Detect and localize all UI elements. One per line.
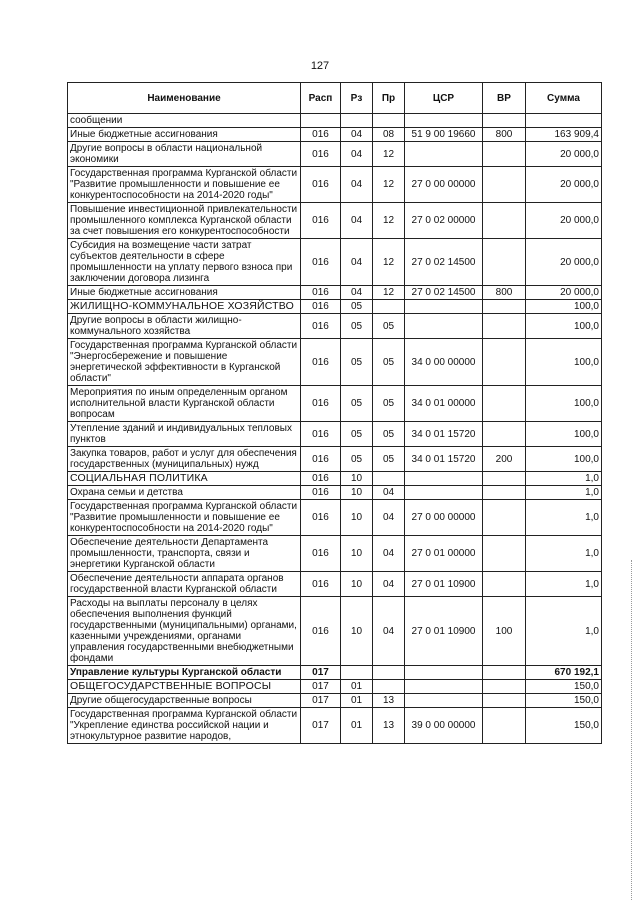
cell-vr	[483, 572, 526, 597]
cell-name: Государственная программа Курганской области "Укрепление единства российской нации и этнокультурное развитие народов,	[68, 708, 301, 744]
cell-vr	[483, 314, 526, 339]
cell-vr	[483, 694, 526, 708]
cell-sum: 1,0	[526, 486, 602, 500]
table-row	[68, 239, 602, 286]
header-vr: ВР	[483, 83, 526, 114]
cell-sum: 20 000,0	[526, 239, 602, 286]
cell-rasp: 017	[301, 666, 341, 680]
cell-name: Субсидия на возмещение части затрат субъектов деятельности в сфере промышленности на уплату первого взноса при заключении договора лизинга	[68, 239, 301, 286]
cell-rasp: 016	[301, 472, 341, 486]
cell-rasp: 016	[301, 286, 341, 300]
cell-rasp: 016	[301, 128, 341, 142]
cell-rz	[341, 114, 373, 128]
cell-pr: 12	[373, 203, 405, 239]
cell-sum: 1,0	[526, 500, 602, 536]
cell-name: Охрана семьи и детства	[68, 486, 301, 500]
cell-sum: 670 192,1	[526, 666, 602, 680]
cell-rz: 05	[341, 314, 373, 339]
cell-rasp: 017	[301, 680, 341, 694]
cell-rz: 01	[341, 680, 373, 694]
cell-name: Обеспечение деятельности аппарата органов государственной власти Курганской области	[68, 572, 301, 597]
cell-name: Иные бюджетные ассигнования	[68, 128, 301, 142]
cell-name: ЖИЛИЩНО-КОММУНАЛЬНОЕ ХОЗЯЙСТВО	[68, 300, 301, 314]
header-name: Наименование	[68, 83, 301, 114]
cell-csr: 34 0 01 15720	[405, 447, 483, 472]
cell-sum: 1,0	[526, 536, 602, 572]
cell-sum: 150,0	[526, 680, 602, 694]
cell-rz: 04	[341, 239, 373, 286]
cell-csr	[405, 694, 483, 708]
cell-vr	[483, 536, 526, 572]
cell-vr: 100	[483, 597, 526, 666]
cell-sum: 100,0	[526, 422, 602, 447]
cell-rz: 05	[341, 422, 373, 447]
cell-pr: 05	[373, 339, 405, 386]
table-row	[68, 447, 602, 472]
cell-vr	[483, 472, 526, 486]
cell-rasp: 016	[301, 386, 341, 422]
table-row	[68, 314, 602, 339]
cell-rasp: 016	[301, 447, 341, 472]
cell-rz: 01	[341, 694, 373, 708]
cell-rz: 04	[341, 142, 373, 167]
cell-vr	[483, 486, 526, 500]
cell-rasp: 016	[301, 486, 341, 500]
cell-sum: 20 000,0	[526, 142, 602, 167]
cell-sum: 100,0	[526, 386, 602, 422]
cell-sum: 1,0	[526, 472, 602, 486]
cell-name: Другие вопросы в области жилищно-коммунального хозяйства	[68, 314, 301, 339]
cell-vr	[483, 708, 526, 744]
cell-vr	[483, 114, 526, 128]
header-pr: Пр	[373, 83, 405, 114]
table-row	[68, 666, 602, 680]
cell-rasp: 017	[301, 708, 341, 744]
table-row	[68, 536, 602, 572]
cell-pr: 08	[373, 128, 405, 142]
cell-rasp	[301, 114, 341, 128]
cell-csr	[405, 314, 483, 339]
cell-csr	[405, 666, 483, 680]
table-body	[68, 114, 602, 744]
table-row	[68, 694, 602, 708]
cell-rz: 04	[341, 128, 373, 142]
cell-pr	[373, 472, 405, 486]
cell-rz: 10	[341, 472, 373, 486]
cell-rz: 01	[341, 708, 373, 744]
cell-name: Другие общегосударственные вопросы	[68, 694, 301, 708]
cell-name: сообщении	[68, 114, 301, 128]
cell-csr: 27 0 00 00000	[405, 500, 483, 536]
cell-csr	[405, 472, 483, 486]
header-sum: Сумма	[526, 83, 602, 114]
cell-vr: 800	[483, 286, 526, 300]
table-row	[68, 597, 602, 666]
cell-pr: 05	[373, 422, 405, 447]
cell-csr: 34 0 00 00000	[405, 339, 483, 386]
cell-name: ОБЩЕГОСУДАРСТВЕННЫЕ ВОПРОСЫ	[68, 680, 301, 694]
cell-rz: 04	[341, 286, 373, 300]
cell-csr: 51 9 00 19660	[405, 128, 483, 142]
cell-rasp: 016	[301, 300, 341, 314]
cell-vr: 800	[483, 128, 526, 142]
table-row	[68, 203, 602, 239]
cell-pr: 04	[373, 500, 405, 536]
cell-csr: 34 0 01 00000	[405, 386, 483, 422]
cell-csr	[405, 680, 483, 694]
cell-csr: 27 0 02 00000	[405, 203, 483, 239]
cell-pr	[373, 114, 405, 128]
cell-rasp: 016	[301, 597, 341, 666]
cell-vr	[483, 239, 526, 286]
cell-rasp: 016	[301, 142, 341, 167]
cell-csr	[405, 486, 483, 500]
cell-pr: 05	[373, 447, 405, 472]
cell-sum: 1,0	[526, 572, 602, 597]
cell-vr	[483, 167, 526, 203]
cell-sum: 100,0	[526, 300, 602, 314]
cell-vr	[483, 666, 526, 680]
cell-vr	[483, 386, 526, 422]
header-rz: Рз	[341, 83, 373, 114]
cell-sum: 100,0	[526, 447, 602, 472]
budget-table	[67, 82, 602, 744]
cell-rasp: 016	[301, 239, 341, 286]
cell-name: Расходы на выплаты персоналу в целях обеспечения выполнения функций государственными (муниципальными) органами, казенными учреждениями, органами управления государственными внебюджетными фондами	[68, 597, 301, 666]
cell-rasp: 016	[301, 536, 341, 572]
cell-sum: 20 000,0	[526, 203, 602, 239]
cell-csr	[405, 114, 483, 128]
cell-pr	[373, 680, 405, 694]
cell-rz: 10	[341, 500, 373, 536]
cell-pr: 12	[373, 239, 405, 286]
cell-sum: 20 000,0	[526, 286, 602, 300]
cell-rz: 10	[341, 572, 373, 597]
cell-name: Государственная программа Курганской области "Развитие промышленности и повышение ее конкурентоспособности на 2014-2020 годы"	[68, 500, 301, 536]
cell-rz: 05	[341, 386, 373, 422]
cell-rz: 04	[341, 203, 373, 239]
cell-name: Другие вопросы в области национальной экономики	[68, 142, 301, 167]
cell-csr: 39 0 00 00000	[405, 708, 483, 744]
cell-vr	[483, 142, 526, 167]
cell-pr: 05	[373, 386, 405, 422]
cell-sum: 163 909,4	[526, 128, 602, 142]
table-row	[68, 708, 602, 744]
table-row	[68, 142, 602, 167]
cell-vr	[483, 300, 526, 314]
table-row	[68, 486, 602, 500]
cell-pr: 04	[373, 536, 405, 572]
cell-csr: 34 0 01 15720	[405, 422, 483, 447]
cell-vr	[483, 680, 526, 694]
cell-sum: 150,0	[526, 708, 602, 744]
cell-name: Управление культуры Курганской области	[68, 666, 301, 680]
cell-name: Мероприятия по иным определенным органом исполнительной власти Курганской области вопросам	[68, 386, 301, 422]
table-row	[68, 286, 602, 300]
cell-vr	[483, 339, 526, 386]
cell-rasp: 016	[301, 572, 341, 597]
cell-sum: 150,0	[526, 694, 602, 708]
cell-pr: 04	[373, 486, 405, 500]
cell-rz: 05	[341, 300, 373, 314]
table-row	[68, 680, 602, 694]
cell-rasp: 016	[301, 500, 341, 536]
cell-vr	[483, 203, 526, 239]
cell-csr: 27 0 02 14500	[405, 286, 483, 300]
cell-name: Государственная программа Курганской области "Развитие промышленности и повышение ее конкурентоспособности на 2014-2020 годы"	[68, 167, 301, 203]
cell-sum: 100,0	[526, 339, 602, 386]
table-row	[68, 572, 602, 597]
cell-rz: 05	[341, 339, 373, 386]
cell-name: Обеспечение деятельности Департамента промышленности, транспорта, связи и энергетики Курганской области	[68, 536, 301, 572]
scan-edge-marks	[631, 560, 634, 900]
cell-csr	[405, 300, 483, 314]
cell-csr	[405, 142, 483, 167]
table-row	[68, 128, 602, 142]
cell-rasp: 016	[301, 339, 341, 386]
cell-pr: 05	[373, 314, 405, 339]
table-row	[68, 500, 602, 536]
cell-rasp: 016	[301, 203, 341, 239]
cell-name: Закупка товаров, работ и услуг для обеспечения государственных (муниципальных) нужд	[68, 447, 301, 472]
cell-rz: 04	[341, 167, 373, 203]
cell-vr: 200	[483, 447, 526, 472]
cell-pr: 12	[373, 167, 405, 203]
cell-sum: 20 000,0	[526, 167, 602, 203]
cell-csr: 27 0 01 10900	[405, 572, 483, 597]
header-rasp: Расп	[301, 83, 341, 114]
cell-pr: 04	[373, 597, 405, 666]
cell-rz: 10	[341, 486, 373, 500]
cell-csr: 27 0 01 10900	[405, 597, 483, 666]
cell-sum: 1,0	[526, 597, 602, 666]
cell-rz: 10	[341, 536, 373, 572]
cell-pr: 12	[373, 142, 405, 167]
table-header-row	[68, 83, 602, 114]
cell-rz: 10	[341, 597, 373, 666]
cell-pr: 13	[373, 708, 405, 744]
cell-rasp: 017	[301, 694, 341, 708]
cell-pr	[373, 666, 405, 680]
table-row	[68, 114, 602, 128]
table-row	[68, 339, 602, 386]
table-row	[68, 422, 602, 447]
page-number: 127	[310, 60, 330, 72]
cell-rz	[341, 666, 373, 680]
cell-rasp: 016	[301, 167, 341, 203]
cell-sum: 100,0	[526, 314, 602, 339]
cell-csr: 27 0 00 00000	[405, 167, 483, 203]
table-row	[68, 167, 602, 203]
header-csr: ЦСР	[405, 83, 483, 114]
table-row	[68, 386, 602, 422]
cell-csr: 27 0 01 00000	[405, 536, 483, 572]
cell-rasp: 016	[301, 422, 341, 447]
cell-name: Иные бюджетные ассигнования	[68, 286, 301, 300]
cell-pr: 13	[373, 694, 405, 708]
cell-name: СОЦИАЛЬНАЯ ПОЛИТИКА	[68, 472, 301, 486]
cell-csr: 27 0 02 14500	[405, 239, 483, 286]
cell-name: Утепление зданий и индивидуальных тепловых пунктов	[68, 422, 301, 447]
cell-sum	[526, 114, 602, 128]
table-row	[68, 300, 602, 314]
cell-vr	[483, 422, 526, 447]
cell-rz: 05	[341, 447, 373, 472]
cell-pr	[373, 300, 405, 314]
cell-name: Повышение инвестиционной привлекательности промышленного комплекса Курганской области за счет повышения его конкурентоспособности	[68, 203, 301, 239]
cell-vr	[483, 500, 526, 536]
cell-pr: 04	[373, 572, 405, 597]
cell-pr: 12	[373, 286, 405, 300]
cell-name: Государственная программа Курганской области "Энергосбережение и повышение энергетической эффективности в Курганской области"	[68, 339, 301, 386]
cell-rasp: 016	[301, 314, 341, 339]
table-row	[68, 472, 602, 486]
